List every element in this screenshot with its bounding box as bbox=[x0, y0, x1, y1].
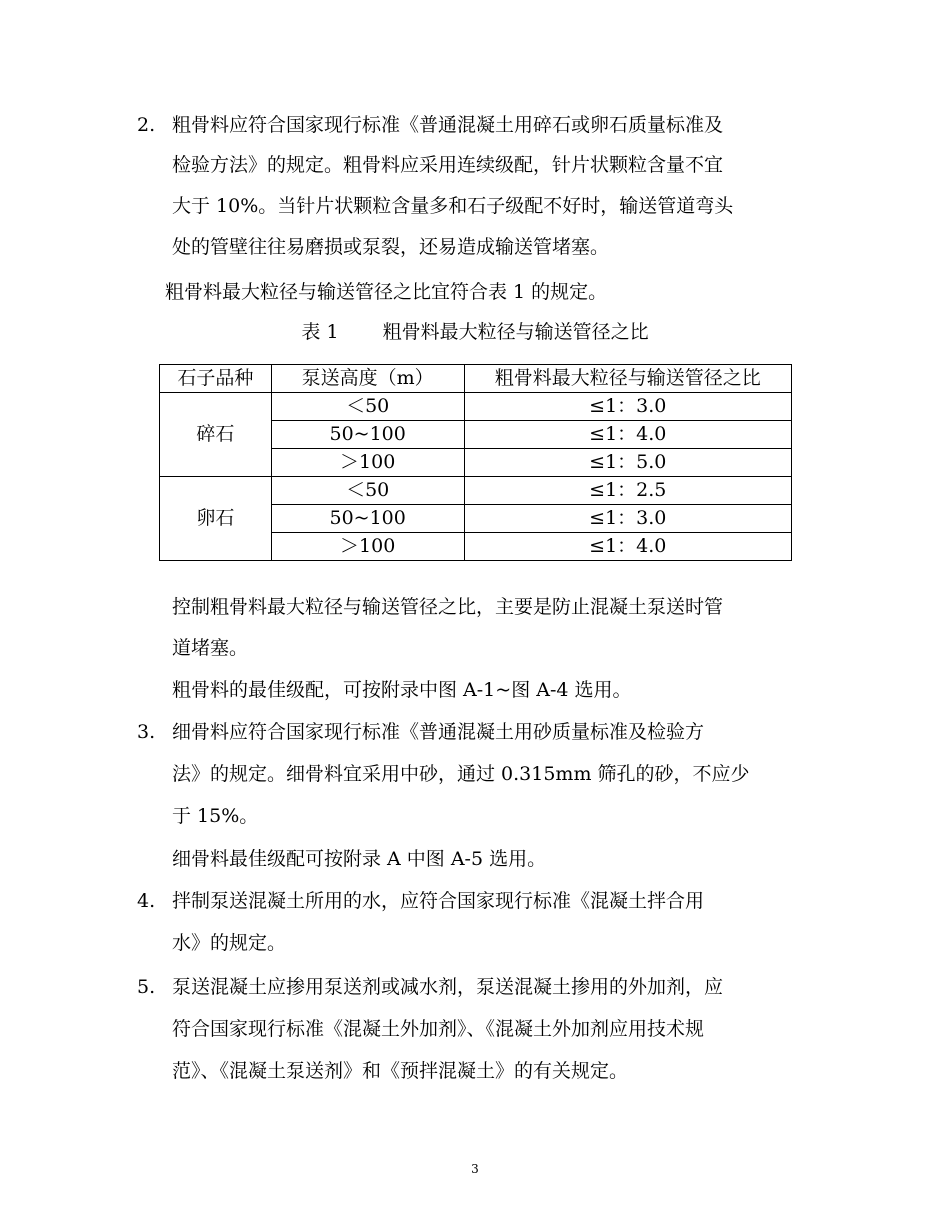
paragraph-line: 符合国家现行标准《混凝土外加剂》、《混凝土外加剂应用技术规 bbox=[172, 1018, 705, 1040]
paragraph-line: 法》的规定。细骨料宜采用中砂，通过 0.315mm 筛孔的砂，不应少 bbox=[172, 763, 750, 785]
table-cell-ratio: ≤1：3.0 bbox=[464, 505, 791, 533]
paragraph-line: 处的管壁往往易磨损或泵裂，还易造成输送管堵塞。 bbox=[172, 236, 610, 258]
table-header-cell: 泵送高度（m） bbox=[271, 365, 464, 393]
paragraph-line: 粗骨料的最佳级配，可按附录中图 A-1~图 A-4 选用。 bbox=[172, 679, 632, 701]
table-caption-number: 表 1 bbox=[301, 321, 339, 343]
table-row bbox=[160, 393, 792, 421]
table-cell-height: ＜50 bbox=[271, 477, 464, 505]
paragraph-line: 拌制泵送混凝土所用的水，应符合国家现行标准《混凝土拌合用 bbox=[172, 890, 705, 912]
paragraph-line: 细骨料应符合国家现行标准《普通混凝土用砂质量标准及检验方 bbox=[172, 721, 705, 743]
table-row bbox=[160, 477, 792, 505]
table-cell-height: 50~100 bbox=[271, 421, 464, 449]
item-number: 3. bbox=[137, 721, 156, 743]
table-cell-ratio: ≤1：4.0 bbox=[464, 421, 791, 449]
paragraph-line: 粗骨料最大粒径与输送管径之比宜符合表 1 的规定。 bbox=[165, 281, 608, 303]
item-number: 2. bbox=[137, 114, 156, 136]
table-cell-ratio: ≤1：5.0 bbox=[464, 449, 791, 477]
table-cell-ratio: ≤1：3.0 bbox=[464, 393, 791, 421]
table-cell-ratio: ≤1：2.5 bbox=[464, 477, 791, 505]
paragraph-line: 粗骨料应符合国家现行标准《普通混凝土用碎石或卵石质量标准及 bbox=[172, 114, 724, 136]
table-caption-title: 粗骨料最大粒径与输送管径之比 bbox=[382, 321, 649, 343]
table-cell-height: ＞100 bbox=[271, 449, 464, 477]
table-cell-height: ＞100 bbox=[271, 533, 464, 561]
page-number: 3 bbox=[471, 1162, 479, 1176]
table-caption bbox=[0, 320, 950, 344]
table-header-cell: 粗骨料最大粒径与输送管径之比 bbox=[464, 365, 791, 393]
table-header-row bbox=[160, 365, 792, 393]
table-cell-kind: 卵石 bbox=[160, 477, 272, 561]
item-number: 5. bbox=[137, 976, 156, 998]
table-cell-height: 50~100 bbox=[271, 505, 464, 533]
table-cell-ratio: ≤1：4.0 bbox=[464, 533, 791, 561]
table-header-cell: 石子品种 bbox=[160, 365, 272, 393]
paragraph-line: 道堵塞。 bbox=[172, 637, 249, 659]
table-cell-kind: 碎石 bbox=[160, 393, 272, 477]
paragraph-line: 泵送混凝土应掺用泵送剂或减水剂，泵送混凝土掺用的外加剂，应 bbox=[172, 976, 724, 998]
paragraph-line: 范》、《混凝土泵送剂》和《预拌混凝土》的有关规定。 bbox=[172, 1060, 629, 1082]
item-number: 4. bbox=[137, 890, 156, 912]
paragraph-line: 控制粗骨料最大粒径与输送管径之比，主要是防止混凝土泵送时管 bbox=[172, 596, 724, 618]
paragraph-line: 大于 10%。当针片状颗粒含量多和石子级配不好时，输送管道弯头 bbox=[172, 195, 734, 217]
paragraph-line: 水》的规定。 bbox=[172, 932, 287, 954]
paragraph-line: 检验方法》的规定。粗骨料应采用连续级配，针片状颗粒含量不宜 bbox=[172, 154, 724, 176]
paragraph-line: 于 15%。 bbox=[172, 805, 259, 827]
ratio-table bbox=[159, 364, 792, 561]
table-cell-height: ＜50 bbox=[271, 393, 464, 421]
paragraph-line: 细骨料最佳级配可按附录 A 中图 A-5 选用。 bbox=[172, 848, 547, 870]
